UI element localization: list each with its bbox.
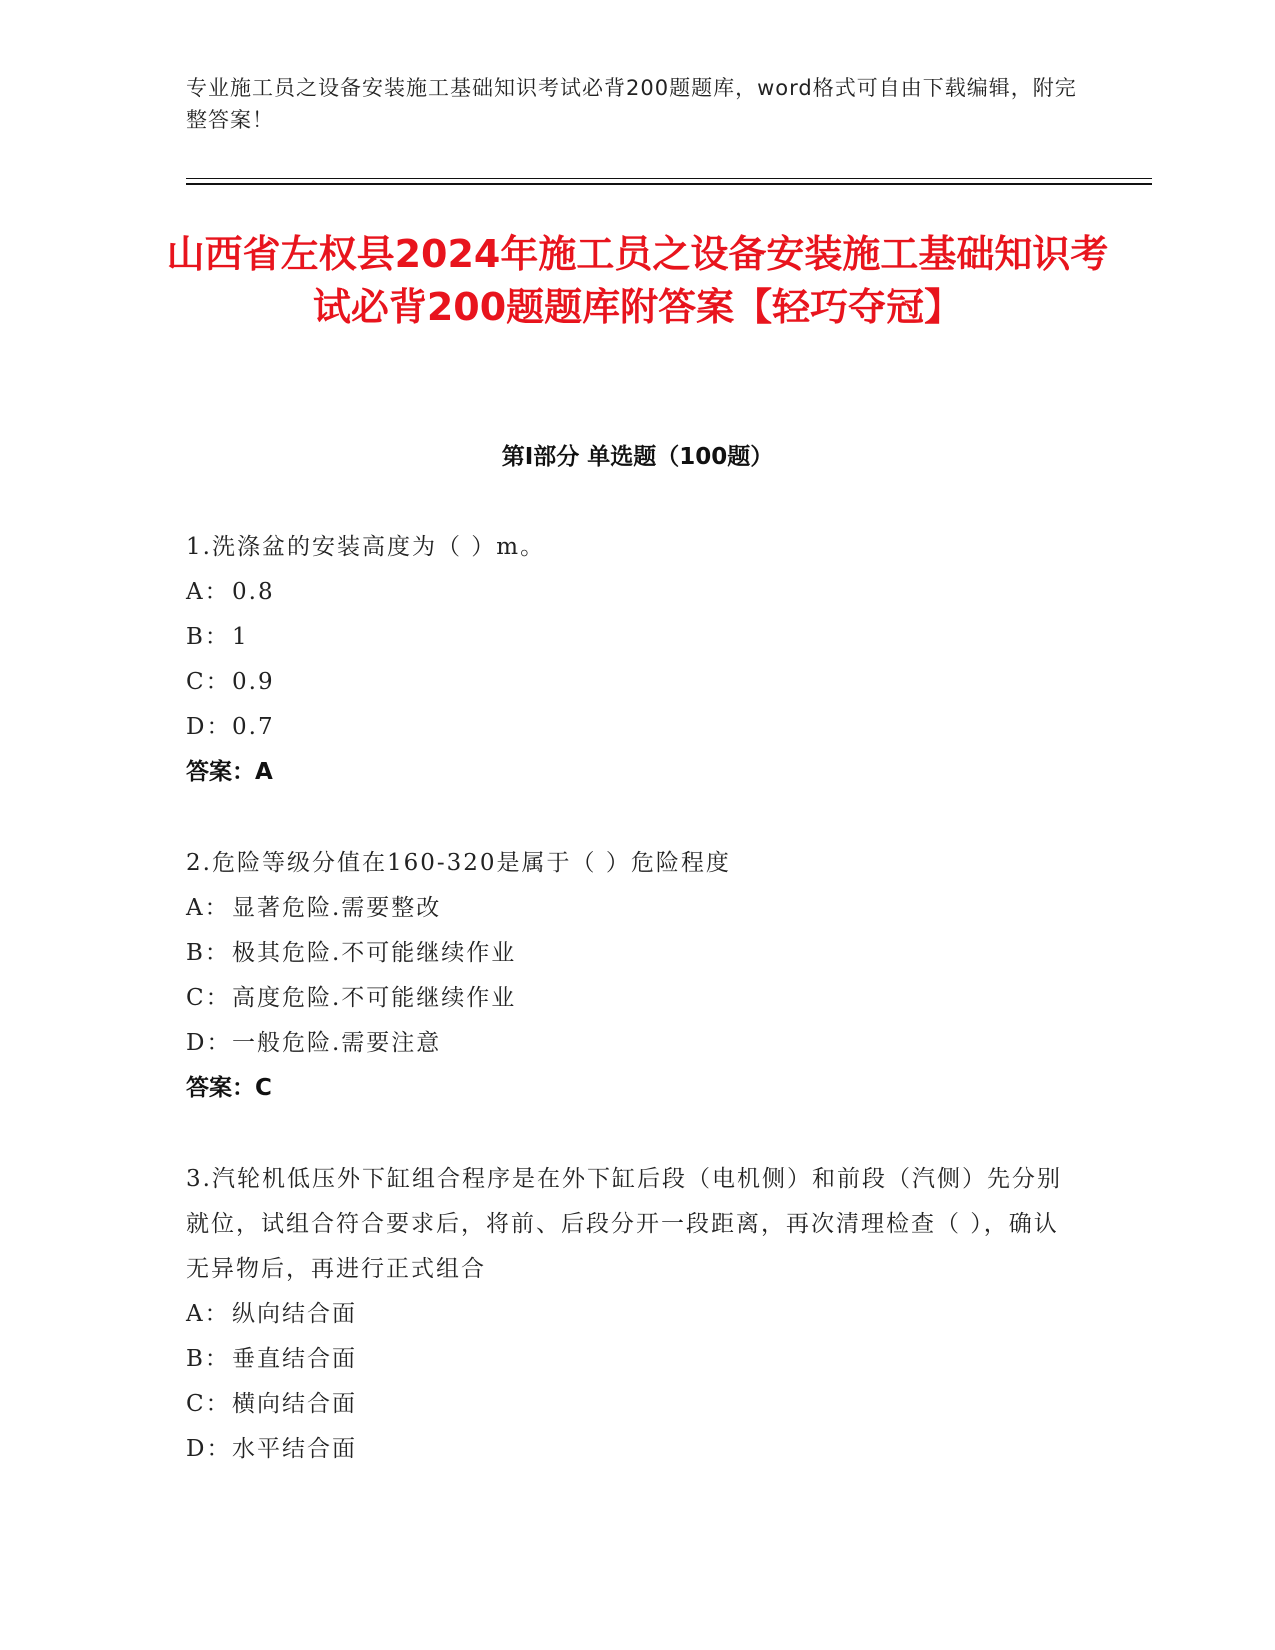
option-text: 1 <box>232 624 249 650</box>
question-1 <box>186 525 1066 795</box>
answer-value: A <box>255 759 273 785</box>
option-text: 水平结合面 <box>232 1436 357 1462</box>
option-letter: C： <box>186 985 231 1011</box>
option-d <box>186 1427 1066 1472</box>
option-letter: D： <box>186 1436 232 1462</box>
option-a <box>186 1292 1066 1337</box>
option-c <box>186 976 1066 1021</box>
option-text: 高度危险.不可能继续作业 <box>232 985 517 1011</box>
answer-line <box>186 1066 1066 1111</box>
answer-prefix: 答案： <box>186 1075 255 1101</box>
header-note: 专业施工员之设备安装施工基础知识考试必背200题题库，word格式可自由下载编辑，附完整答案！ <box>186 76 1077 132</box>
question-3 <box>186 1157 1066 1472</box>
option-letter: A： <box>186 579 230 605</box>
option-text: 极其危险.不可能继续作业 <box>232 940 517 966</box>
option-text: 显著危险.需要整改 <box>232 895 442 921</box>
option-c <box>186 660 1066 705</box>
option-letter: B： <box>186 624 230 650</box>
option-letter: C： <box>186 1391 231 1417</box>
option-text: 0.8 <box>232 579 275 605</box>
option-letter: D： <box>186 714 232 740</box>
option-a <box>186 886 1066 931</box>
document-title: 山西省左权县2024年施工员之设备安装施工基础知识考试必背200题题库附答案【轻巧夺冠】 <box>166 232 1109 329</box>
option-letter: D： <box>186 1030 232 1056</box>
question-text: 3.汽轮机低压外下缸组合程序是在外下缸后段（电机侧）和前段（汽侧）先分别就位，试组合符合要求后，将前、后段分开一段距离，再次清理检查（ ），确认无异物后，再进行正式组合 <box>186 1166 1062 1282</box>
option-text: 横向结合面 <box>232 1391 357 1417</box>
header-rule-thin <box>186 178 1152 179</box>
question-list <box>186 525 1066 1518</box>
option-letter: B： <box>186 1346 230 1372</box>
option-b <box>186 615 1066 660</box>
answer-value: C <box>255 1075 272 1101</box>
option-letter: C： <box>186 669 231 695</box>
option-a <box>186 570 1066 615</box>
answer-line <box>186 750 1066 795</box>
option-text: 垂直结合面 <box>232 1346 357 1372</box>
header-rule-thick <box>186 183 1152 185</box>
answer-prefix: 答案： <box>186 759 255 785</box>
option-text: 纵向结合面 <box>232 1301 357 1327</box>
question-text: 1.洗涤盆的安装高度为（ ）m。 <box>186 534 546 560</box>
question-text: 2.危险等级分值在160-320是属于（ ）危险程度 <box>186 850 731 876</box>
option-letter: A： <box>186 1301 230 1327</box>
option-d <box>186 705 1066 750</box>
option-d <box>186 1021 1066 1066</box>
option-c <box>186 1382 1066 1427</box>
question-2 <box>186 841 1066 1111</box>
option-text: 0.7 <box>232 714 275 740</box>
section-title: 第Ⅰ部分 单选题（100题） <box>501 444 774 470</box>
option-b <box>186 931 1066 976</box>
option-b <box>186 1337 1066 1382</box>
option-text: 一般危险.需要注意 <box>232 1030 442 1056</box>
option-letter: B： <box>186 940 230 966</box>
option-text: 0.9 <box>232 669 275 695</box>
option-letter: A： <box>186 895 230 921</box>
